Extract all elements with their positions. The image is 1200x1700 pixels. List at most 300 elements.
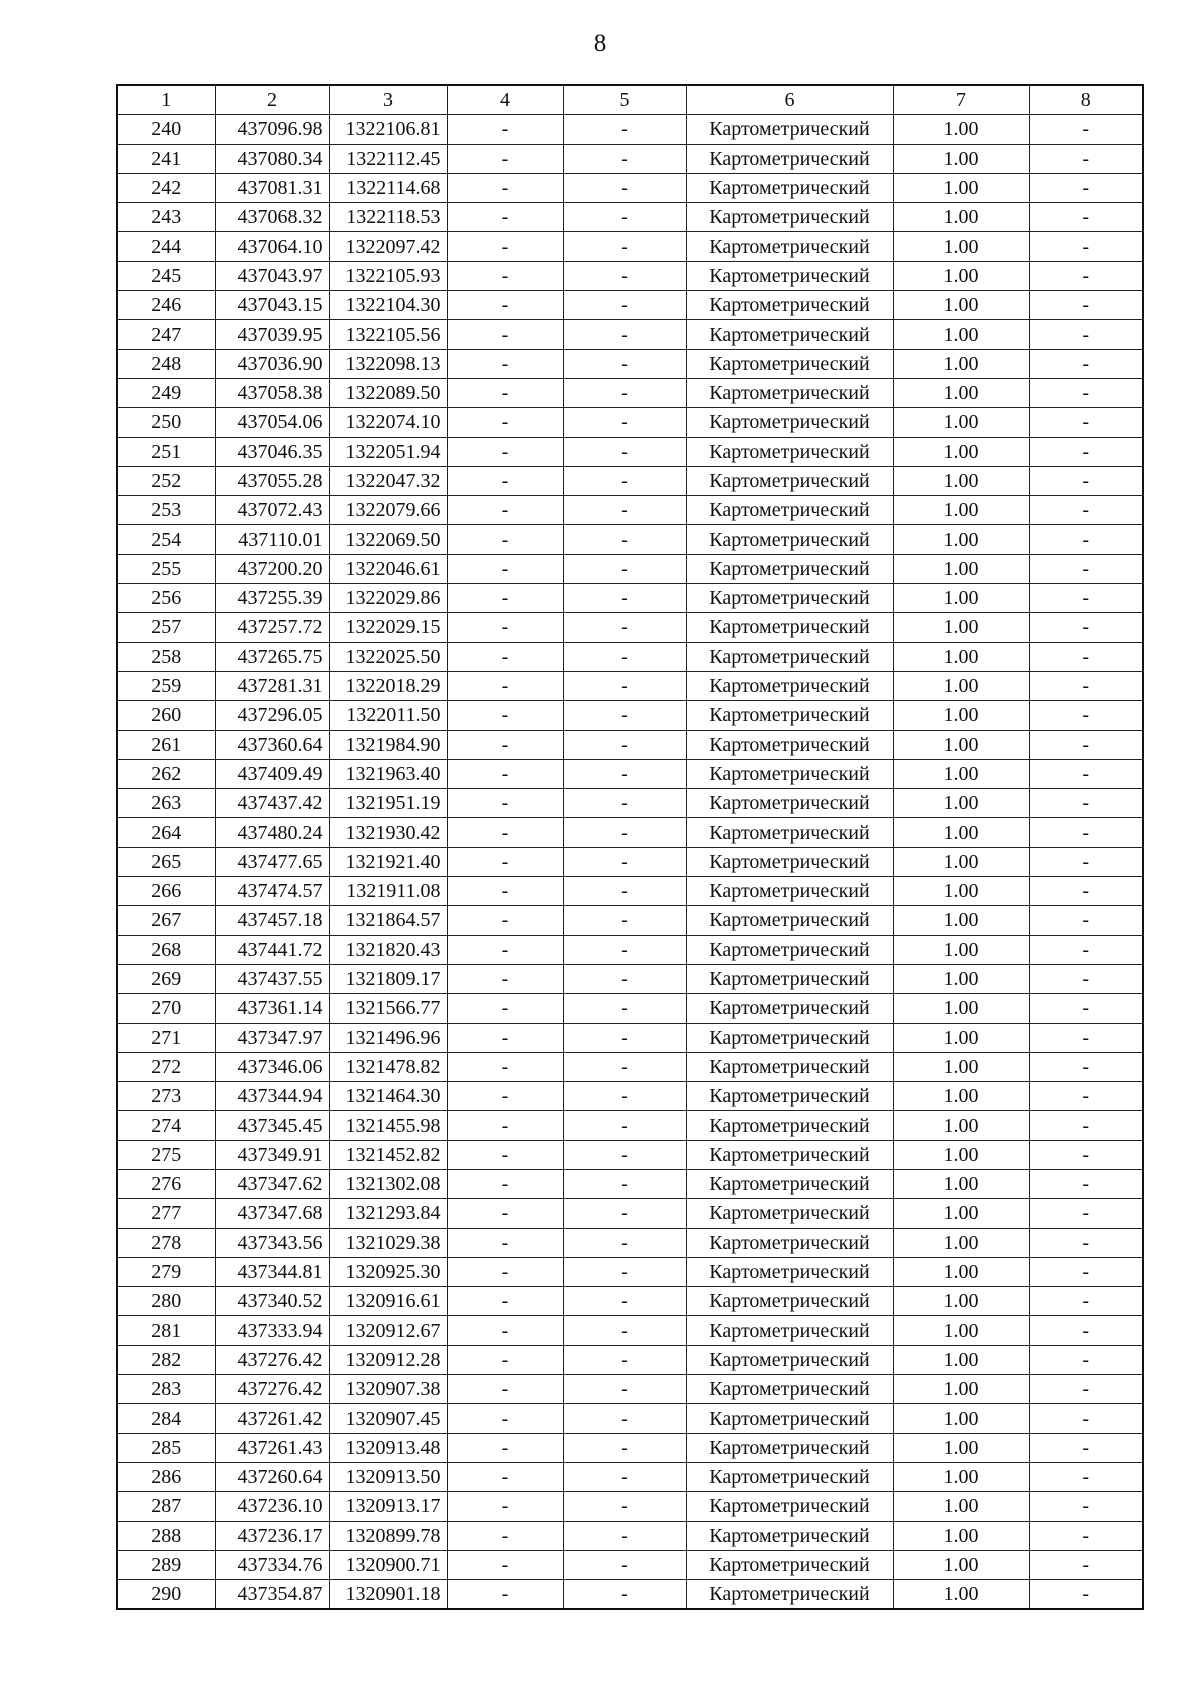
- x-coordinate-cell: 437055.28: [215, 466, 329, 495]
- column-8-cell: -: [1029, 584, 1143, 613]
- point-number-cell: 245: [117, 261, 215, 290]
- column-5-cell: -: [563, 1316, 686, 1345]
- table-row: [117, 408, 1143, 437]
- table-row: [117, 554, 1143, 583]
- y-coordinate-cell: 1320907.38: [329, 1375, 447, 1404]
- column-5-cell: -: [563, 144, 686, 173]
- column-4-cell: -: [447, 1199, 563, 1228]
- coordinates-table: [116, 84, 1144, 1610]
- accuracy-cell: 1.00: [893, 1550, 1029, 1579]
- method-cell: Картометрический: [686, 1169, 893, 1198]
- column-4-cell: -: [447, 1052, 563, 1081]
- column-4-cell: -: [447, 554, 563, 583]
- accuracy-cell: 1.00: [893, 1462, 1029, 1491]
- column-header-5: 5: [563, 85, 686, 115]
- column-5-cell: -: [563, 173, 686, 202]
- column-4-cell: -: [447, 759, 563, 788]
- column-8-cell: -: [1029, 349, 1143, 378]
- point-number-cell: 279: [117, 1257, 215, 1286]
- column-8-cell: -: [1029, 847, 1143, 876]
- x-coordinate-cell: 437344.94: [215, 1082, 329, 1111]
- point-number-cell: 244: [117, 232, 215, 261]
- method-cell: Картометрический: [686, 613, 893, 642]
- column-5-cell: -: [563, 261, 686, 290]
- column-5-cell: -: [563, 496, 686, 525]
- y-coordinate-cell: 1321921.40: [329, 847, 447, 876]
- point-number-cell: 268: [117, 935, 215, 964]
- accuracy-cell: 1.00: [893, 1492, 1029, 1521]
- point-number-cell: 254: [117, 525, 215, 554]
- column-8-cell: -: [1029, 525, 1143, 554]
- column-8-cell: -: [1029, 320, 1143, 349]
- table-row: [117, 935, 1143, 964]
- table-row: [117, 1257, 1143, 1286]
- point-number-cell: 246: [117, 291, 215, 320]
- table-row: [117, 1169, 1143, 1198]
- table-row: [117, 1287, 1143, 1316]
- method-cell: Картометрический: [686, 1433, 893, 1462]
- method-cell: Картометрический: [686, 554, 893, 583]
- column-8-cell: -: [1029, 642, 1143, 671]
- point-number-cell: 266: [117, 877, 215, 906]
- column-8-cell: -: [1029, 818, 1143, 847]
- column-8-cell: -: [1029, 759, 1143, 788]
- column-4-cell: -: [447, 1082, 563, 1111]
- accuracy-cell: 1.00: [893, 466, 1029, 495]
- point-number-cell: 285: [117, 1433, 215, 1462]
- method-cell: Картометрический: [686, 437, 893, 466]
- column-5-cell: -: [563, 847, 686, 876]
- table-row: [117, 466, 1143, 495]
- column-8-cell: -: [1029, 1287, 1143, 1316]
- method-cell: Картометрический: [686, 1257, 893, 1286]
- point-number-cell: 284: [117, 1404, 215, 1433]
- column-4-cell: -: [447, 877, 563, 906]
- column-5-cell: -: [563, 1228, 686, 1257]
- column-header-1: 1: [117, 85, 215, 115]
- y-coordinate-cell: 1320913.17: [329, 1492, 447, 1521]
- accuracy-cell: 1.00: [893, 671, 1029, 700]
- table-row: [117, 906, 1143, 935]
- column-4-cell: -: [447, 1111, 563, 1140]
- column-8-cell: -: [1029, 1140, 1143, 1169]
- table-row: [117, 173, 1143, 202]
- y-coordinate-cell: 1322069.50: [329, 525, 447, 554]
- method-cell: Картометрический: [686, 1140, 893, 1169]
- column-4-cell: -: [447, 964, 563, 993]
- column-4-cell: -: [447, 261, 563, 290]
- x-coordinate-cell: 437058.38: [215, 378, 329, 407]
- x-coordinate-cell: 437261.43: [215, 1433, 329, 1462]
- column-8-cell: -: [1029, 466, 1143, 495]
- table-row: [117, 291, 1143, 320]
- column-4-cell: -: [447, 1580, 563, 1610]
- column-8-cell: -: [1029, 554, 1143, 583]
- column-4-cell: -: [447, 1550, 563, 1579]
- method-cell: Картометрический: [686, 320, 893, 349]
- y-coordinate-cell: 1320912.67: [329, 1316, 447, 1345]
- x-coordinate-cell: 437276.42: [215, 1345, 329, 1374]
- column-8-cell: -: [1029, 261, 1143, 290]
- point-number-cell: 278: [117, 1228, 215, 1257]
- method-cell: Картометрический: [686, 994, 893, 1023]
- column-5-cell: -: [563, 466, 686, 495]
- column-4-cell: -: [447, 994, 563, 1023]
- point-number-cell: 289: [117, 1550, 215, 1579]
- column-header-3: 3: [329, 85, 447, 115]
- column-4-cell: -: [447, 466, 563, 495]
- column-4-cell: -: [447, 1287, 563, 1316]
- table-row: [117, 1199, 1143, 1228]
- accuracy-cell: 1.00: [893, 1433, 1029, 1462]
- method-cell: Картометрический: [686, 730, 893, 759]
- x-coordinate-cell: 437354.87: [215, 1580, 329, 1610]
- table-row: [117, 1404, 1143, 1433]
- method-cell: Картометрический: [686, 115, 893, 144]
- y-coordinate-cell: 1321478.82: [329, 1052, 447, 1081]
- column-4-cell: -: [447, 818, 563, 847]
- y-coordinate-cell: 1321455.98: [329, 1111, 447, 1140]
- point-number-cell: 275: [117, 1140, 215, 1169]
- x-coordinate-cell: 437344.81: [215, 1257, 329, 1286]
- column-8-cell: -: [1029, 1052, 1143, 1081]
- accuracy-cell: 1.00: [893, 642, 1029, 671]
- column-8-cell: -: [1029, 115, 1143, 144]
- column-4-cell: -: [447, 789, 563, 818]
- accuracy-cell: 1.00: [893, 1228, 1029, 1257]
- column-8-cell: -: [1029, 144, 1143, 173]
- column-4-cell: -: [447, 1404, 563, 1433]
- column-4-cell: -: [447, 437, 563, 466]
- column-8-cell: -: [1029, 964, 1143, 993]
- column-8-cell: -: [1029, 1316, 1143, 1345]
- table-row: [117, 144, 1143, 173]
- x-coordinate-cell: 437255.39: [215, 584, 329, 613]
- method-cell: Картометрический: [686, 847, 893, 876]
- x-coordinate-cell: 437054.06: [215, 408, 329, 437]
- table-row: [117, 1492, 1143, 1521]
- x-coordinate-cell: 437296.05: [215, 701, 329, 730]
- column-4-cell: -: [447, 1257, 563, 1286]
- method-cell: Картометрический: [686, 1345, 893, 1374]
- accuracy-cell: 1.00: [893, 115, 1029, 144]
- method-cell: Картометрический: [686, 378, 893, 407]
- y-coordinate-cell: 1321029.38: [329, 1228, 447, 1257]
- column-4-cell: -: [447, 1023, 563, 1052]
- column-5-cell: -: [563, 554, 686, 583]
- accuracy-cell: 1.00: [893, 1345, 1029, 1374]
- accuracy-cell: 1.00: [893, 1023, 1029, 1052]
- y-coordinate-cell: 1320912.28: [329, 1345, 447, 1374]
- column-5-cell: -: [563, 818, 686, 847]
- column-5-cell: -: [563, 525, 686, 554]
- y-coordinate-cell: 1322098.13: [329, 349, 447, 378]
- x-coordinate-cell: 437347.97: [215, 1023, 329, 1052]
- x-coordinate-cell: 437276.42: [215, 1375, 329, 1404]
- method-cell: Картометрический: [686, 1492, 893, 1521]
- method-cell: Картометрический: [686, 349, 893, 378]
- y-coordinate-cell: 1322089.50: [329, 378, 447, 407]
- column-header-4: 4: [447, 85, 563, 115]
- x-coordinate-cell: 437096.98: [215, 115, 329, 144]
- table-row: [117, 1550, 1143, 1579]
- accuracy-cell: 1.00: [893, 203, 1029, 232]
- accuracy-cell: 1.00: [893, 1404, 1029, 1433]
- method-cell: Картометрический: [686, 1462, 893, 1491]
- accuracy-cell: 1.00: [893, 906, 1029, 935]
- y-coordinate-cell: 1321930.42: [329, 818, 447, 847]
- column-5-cell: -: [563, 1521, 686, 1550]
- point-number-cell: 259: [117, 671, 215, 700]
- table-row: [117, 671, 1143, 700]
- point-number-cell: 261: [117, 730, 215, 759]
- x-coordinate-cell: 437334.76: [215, 1550, 329, 1579]
- y-coordinate-cell: 1322051.94: [329, 437, 447, 466]
- table-row: [117, 642, 1143, 671]
- column-4-cell: -: [447, 525, 563, 554]
- method-cell: Картометрический: [686, 1023, 893, 1052]
- point-number-cell: 290: [117, 1580, 215, 1610]
- accuracy-cell: 1.00: [893, 701, 1029, 730]
- table-row: [117, 1023, 1143, 1052]
- y-coordinate-cell: 1322046.61: [329, 554, 447, 583]
- header-row: [117, 85, 1143, 115]
- x-coordinate-cell: 437347.68: [215, 1199, 329, 1228]
- column-4-cell: -: [447, 1169, 563, 1198]
- column-8-cell: -: [1029, 1111, 1143, 1140]
- table-body: [117, 115, 1143, 1610]
- accuracy-cell: 1.00: [893, 437, 1029, 466]
- accuracy-cell: 1.00: [893, 496, 1029, 525]
- column-4-cell: -: [447, 496, 563, 525]
- column-4-cell: -: [447, 408, 563, 437]
- point-number-cell: 277: [117, 1199, 215, 1228]
- x-coordinate-cell: 437046.35: [215, 437, 329, 466]
- table-row: [117, 1228, 1143, 1257]
- accuracy-cell: 1.00: [893, 877, 1029, 906]
- table-row: [117, 994, 1143, 1023]
- column-4-cell: -: [447, 144, 563, 173]
- point-number-cell: 271: [117, 1023, 215, 1052]
- column-5-cell: -: [563, 1052, 686, 1081]
- column-4-cell: -: [447, 1375, 563, 1404]
- method-cell: Картометрический: [686, 906, 893, 935]
- y-coordinate-cell: 1321984.90: [329, 730, 447, 759]
- column-4-cell: -: [447, 1492, 563, 1521]
- column-4-cell: -: [447, 613, 563, 642]
- column-8-cell: -: [1029, 232, 1143, 261]
- x-coordinate-cell: 437457.18: [215, 906, 329, 935]
- method-cell: Картометрический: [686, 877, 893, 906]
- accuracy-cell: 1.00: [893, 994, 1029, 1023]
- y-coordinate-cell: 1322025.50: [329, 642, 447, 671]
- column-4-cell: -: [447, 203, 563, 232]
- column-4-cell: -: [447, 584, 563, 613]
- y-coordinate-cell: 1322104.30: [329, 291, 447, 320]
- accuracy-cell: 1.00: [893, 584, 1029, 613]
- y-coordinate-cell: 1322018.29: [329, 671, 447, 700]
- x-coordinate-cell: 437474.57: [215, 877, 329, 906]
- column-8-cell: -: [1029, 203, 1143, 232]
- table-row: [117, 613, 1143, 642]
- y-coordinate-cell: 1322011.50: [329, 701, 447, 730]
- method-cell: Картометрический: [686, 173, 893, 202]
- x-coordinate-cell: 437347.62: [215, 1169, 329, 1198]
- x-coordinate-cell: 437261.42: [215, 1404, 329, 1433]
- x-coordinate-cell: 437236.17: [215, 1521, 329, 1550]
- y-coordinate-cell: 1321293.84: [329, 1199, 447, 1228]
- table-row: [117, 1521, 1143, 1550]
- column-5-cell: -: [563, 994, 686, 1023]
- column-5-cell: -: [563, 701, 686, 730]
- table-row: [117, 759, 1143, 788]
- column-header-8: 8: [1029, 85, 1143, 115]
- accuracy-cell: 1.00: [893, 1257, 1029, 1286]
- accuracy-cell: 1.00: [893, 613, 1029, 642]
- y-coordinate-cell: 1321809.17: [329, 964, 447, 993]
- accuracy-cell: 1.00: [893, 144, 1029, 173]
- x-coordinate-cell: 437333.94: [215, 1316, 329, 1345]
- method-cell: Картометрический: [686, 789, 893, 818]
- accuracy-cell: 1.00: [893, 1169, 1029, 1198]
- x-coordinate-cell: 437064.10: [215, 232, 329, 261]
- y-coordinate-cell: 1322106.81: [329, 115, 447, 144]
- column-4-cell: -: [447, 730, 563, 759]
- column-5-cell: -: [563, 1287, 686, 1316]
- point-number-cell: 249: [117, 378, 215, 407]
- column-5-cell: -: [563, 1023, 686, 1052]
- accuracy-cell: 1.00: [893, 818, 1029, 847]
- table-row: [117, 789, 1143, 818]
- method-cell: Картометрический: [686, 1521, 893, 1550]
- column-8-cell: -: [1029, 1169, 1143, 1198]
- method-cell: Картометрический: [686, 1287, 893, 1316]
- y-coordinate-cell: 1322114.68: [329, 173, 447, 202]
- column-4-cell: -: [447, 232, 563, 261]
- x-coordinate-cell: 437441.72: [215, 935, 329, 964]
- point-number-cell: 241: [117, 144, 215, 173]
- column-5-cell: -: [563, 291, 686, 320]
- column-8-cell: -: [1029, 789, 1143, 818]
- column-8-cell: -: [1029, 1023, 1143, 1052]
- column-5-cell: -: [563, 789, 686, 818]
- column-8-cell: -: [1029, 437, 1143, 466]
- column-5-cell: -: [563, 1375, 686, 1404]
- column-8-cell: -: [1029, 291, 1143, 320]
- accuracy-cell: 1.00: [893, 1140, 1029, 1169]
- point-number-cell: 283: [117, 1375, 215, 1404]
- x-coordinate-cell: 437480.24: [215, 818, 329, 847]
- x-coordinate-cell: 437257.72: [215, 613, 329, 642]
- column-4-cell: -: [447, 642, 563, 671]
- method-cell: Картометрический: [686, 1316, 893, 1345]
- column-8-cell: -: [1029, 408, 1143, 437]
- column-4-cell: -: [447, 1345, 563, 1374]
- method-cell: Картометрический: [686, 1052, 893, 1081]
- point-number-cell: 251: [117, 437, 215, 466]
- table-row: [117, 847, 1143, 876]
- accuracy-cell: 1.00: [893, 349, 1029, 378]
- column-5-cell: -: [563, 759, 686, 788]
- column-4-cell: -: [447, 173, 563, 202]
- accuracy-cell: 1.00: [893, 261, 1029, 290]
- column-5-cell: -: [563, 877, 686, 906]
- x-coordinate-cell: 437477.65: [215, 847, 329, 876]
- column-5-cell: -: [563, 964, 686, 993]
- point-number-cell: 281: [117, 1316, 215, 1345]
- accuracy-cell: 1.00: [893, 730, 1029, 759]
- accuracy-cell: 1.00: [893, 291, 1029, 320]
- table-row: [117, 1140, 1143, 1169]
- column-5-cell: -: [563, 1257, 686, 1286]
- y-coordinate-cell: 1320913.50: [329, 1462, 447, 1491]
- table-row: [117, 320, 1143, 349]
- table-row: [117, 437, 1143, 466]
- y-coordinate-cell: 1321963.40: [329, 759, 447, 788]
- point-number-cell: 258: [117, 642, 215, 671]
- table-header: [117, 85, 1143, 115]
- column-4-cell: -: [447, 906, 563, 935]
- point-number-cell: 274: [117, 1111, 215, 1140]
- y-coordinate-cell: 1321302.08: [329, 1169, 447, 1198]
- column-8-cell: -: [1029, 1550, 1143, 1579]
- point-number-cell: 260: [117, 701, 215, 730]
- x-coordinate-cell: 437265.75: [215, 642, 329, 671]
- y-coordinate-cell: 1321951.19: [329, 789, 447, 818]
- table-row: [117, 1580, 1143, 1610]
- table-row: [117, 1082, 1143, 1111]
- accuracy-cell: 1.00: [893, 964, 1029, 993]
- column-5-cell: -: [563, 115, 686, 144]
- method-cell: Картометрический: [686, 642, 893, 671]
- column-4-cell: -: [447, 115, 563, 144]
- x-coordinate-cell: 437081.31: [215, 173, 329, 202]
- point-number-cell: 273: [117, 1082, 215, 1111]
- y-coordinate-cell: 1321496.96: [329, 1023, 447, 1052]
- point-number-cell: 272: [117, 1052, 215, 1081]
- point-number-cell: 286: [117, 1462, 215, 1491]
- column-5-cell: -: [563, 408, 686, 437]
- y-coordinate-cell: 1322079.66: [329, 496, 447, 525]
- column-4-cell: -: [447, 349, 563, 378]
- x-coordinate-cell: 437260.64: [215, 1462, 329, 1491]
- column-5-cell: -: [563, 349, 686, 378]
- method-cell: Картометрический: [686, 525, 893, 554]
- column-5-cell: -: [563, 437, 686, 466]
- column-8-cell: -: [1029, 1082, 1143, 1111]
- x-coordinate-cell: 437360.64: [215, 730, 329, 759]
- accuracy-cell: 1.00: [893, 1199, 1029, 1228]
- column-4-cell: -: [447, 1521, 563, 1550]
- column-4-cell: -: [447, 1316, 563, 1345]
- y-coordinate-cell: 1322105.56: [329, 320, 447, 349]
- column-8-cell: -: [1029, 378, 1143, 407]
- point-number-cell: 269: [117, 964, 215, 993]
- point-number-cell: 262: [117, 759, 215, 788]
- x-coordinate-cell: 437345.45: [215, 1111, 329, 1140]
- accuracy-cell: 1.00: [893, 408, 1029, 437]
- column-8-cell: -: [1029, 877, 1143, 906]
- point-number-cell: 256: [117, 584, 215, 613]
- table-row: [117, 877, 1143, 906]
- column-4-cell: -: [447, 847, 563, 876]
- column-8-cell: -: [1029, 994, 1143, 1023]
- y-coordinate-cell: 1321464.30: [329, 1082, 447, 1111]
- table-row: [117, 525, 1143, 554]
- column-8-cell: -: [1029, 671, 1143, 700]
- table-row: [117, 232, 1143, 261]
- column-8-cell: -: [1029, 1375, 1143, 1404]
